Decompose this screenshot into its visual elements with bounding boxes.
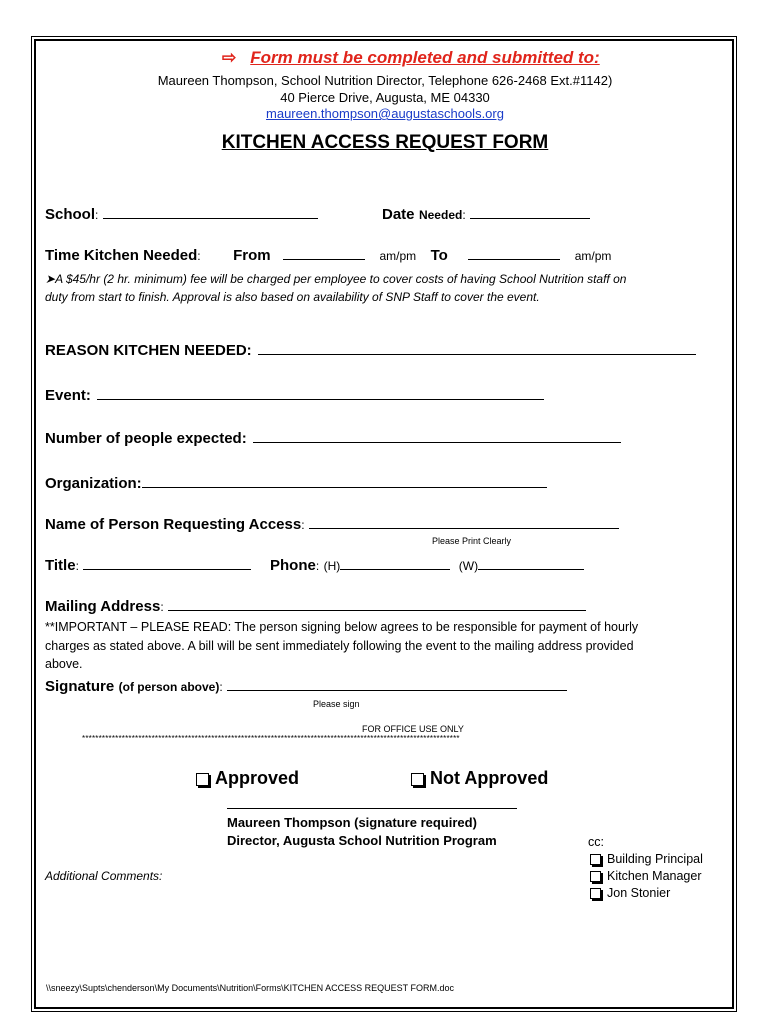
cc-checkbox[interactable]	[590, 871, 601, 882]
to-ampm: am/pm	[574, 249, 612, 263]
cc-item[interactable]: Building Principal	[590, 852, 703, 866]
people-label: Number of people expected:	[45, 430, 247, 447]
from-ampm: am/pm	[379, 249, 417, 263]
signer-line1: Maureen Thompson (signature required)	[227, 815, 477, 830]
print-hint: Please Print Clearly	[432, 536, 512, 546]
additional-comments-label: Additional Comments:	[45, 869, 163, 883]
to-input-line[interactable]	[468, 259, 560, 260]
right-arrow-icon: ⇨	[222, 48, 237, 67]
fee-note-line1: ➤A $45/hr (2 hr. minimum) fee will be charged per employee to cover costs of having School Nutrition staff on	[45, 272, 627, 286]
phone-work-input-line[interactable]	[478, 569, 584, 570]
not-approved-label: Not Approved	[430, 768, 549, 788]
organization-label: Organization:	[45, 475, 142, 492]
checkmark-arrow-icon: ➤	[45, 272, 56, 286]
school-label: School	[45, 206, 96, 223]
signature-label: Signature	[45, 678, 115, 695]
phone-label: Phone	[270, 557, 316, 574]
approved-label: Approved	[215, 768, 300, 788]
organization-field	[45, 475, 547, 493]
email-link[interactable]: maureen.thompson@augustaschools.org	[266, 106, 504, 121]
date-sublabel: Needed	[418, 208, 463, 222]
phone-field: Phone: (H) (W)	[270, 557, 584, 575]
date-field: Date Needed:	[382, 206, 590, 224]
important-line3: above.	[45, 657, 83, 671]
title-input-line[interactable]	[83, 569, 251, 570]
title-field: Title:	[45, 557, 251, 575]
email-link-wrap	[0, 106, 770, 121]
organization-input-line[interactable]	[142, 487, 547, 488]
reason-field	[45, 342, 696, 360]
from-label: From	[233, 247, 271, 264]
event-input-line[interactable]	[97, 399, 544, 400]
phone-work-label: (W)	[458, 559, 479, 573]
phone-home-input-line[interactable]	[340, 569, 450, 570]
requester-field: Name of Person Requesting Access:	[45, 516, 619, 534]
star-divider: ******************************************************************************************************************	[82, 734, 460, 743]
cc-label: cc:	[588, 835, 604, 849]
file-path-footer: \\sneezy\Supts\chenderson\My Documents\Nutrition\Forms\KITCHEN ACCESS REQUEST FORM.doc	[46, 983, 454, 993]
office-use-heading: FOR OFFICE USE ONLY	[362, 724, 464, 734]
title-label: Title	[45, 557, 76, 574]
mailing-label: Mailing Address	[45, 598, 161, 615]
signature-sublabel: (of person above)	[118, 680, 220, 694]
important-line1: **IMPORTANT – PLEASE READ: The person signing below agrees to be responsible for payment of hourly	[45, 620, 639, 634]
address-line: 40 Pierce Drive, Augusta, ME 04330	[280, 90, 490, 105]
director-signature-line[interactable]	[227, 808, 517, 809]
from-input-line[interactable]	[283, 259, 365, 260]
cc-checkbox[interactable]	[590, 854, 601, 865]
cc-item[interactable]: Jon Stonier	[590, 886, 670, 900]
school-field: School:	[45, 206, 318, 224]
to-label: To	[430, 247, 448, 264]
requester-label: Name of Person Requesting Access	[45, 516, 302, 533]
sign-hint: Please sign	[313, 699, 360, 709]
time-field: Time Kitchen Needed: From am/pm To am/pm	[45, 247, 612, 264]
phone-home-label: (H)	[323, 559, 341, 573]
people-input-line[interactable]	[253, 442, 621, 443]
people-field	[45, 430, 621, 448]
signature-input-line[interactable]	[227, 690, 567, 691]
event-label: Event:	[45, 387, 91, 404]
reason-input-line[interactable]	[258, 354, 696, 355]
signature-field: Signature (of person above):	[45, 678, 567, 696]
not-approved-option[interactable]	[411, 768, 548, 789]
approved-checkbox[interactable]	[196, 773, 209, 786]
page-title: KITCHEN ACCESS REQUEST FORM	[221, 132, 549, 153]
submit-instruction: ⇨ Form must be completed and submitted to:	[222, 48, 600, 67]
time-label: Time Kitchen Needed	[45, 247, 198, 264]
reason-label: REASON KITCHEN NEEDED:	[45, 342, 252, 359]
date-input-line[interactable]	[470, 218, 590, 219]
school-input-line[interactable]	[103, 218, 318, 219]
approved-option[interactable]	[196, 768, 299, 789]
signer-line2: Director, Augusta School Nutrition Program	[227, 833, 497, 848]
not-approved-checkbox[interactable]	[411, 773, 424, 786]
contact-line: Maureen Thompson, School Nutrition Director, Telephone 626-2468 Ext.#1142)	[157, 73, 613, 88]
requester-input-line[interactable]	[309, 528, 619, 529]
fee-note-line2: duty from start to finish. Approval is also based on availability of SNP Staff to cover the event.	[45, 290, 540, 304]
cc-item[interactable]: Kitchen Manager	[590, 869, 702, 883]
important-line2: charges as stated above. A bill will be sent immediately following the event to the mailing address provided	[45, 639, 634, 653]
date-label: Date	[382, 206, 415, 223]
mailing-input-line[interactable]	[168, 610, 586, 611]
mailing-field: Mailing Address:	[45, 598, 586, 616]
event-field	[45, 387, 544, 405]
cc-checkbox[interactable]	[590, 888, 601, 899]
